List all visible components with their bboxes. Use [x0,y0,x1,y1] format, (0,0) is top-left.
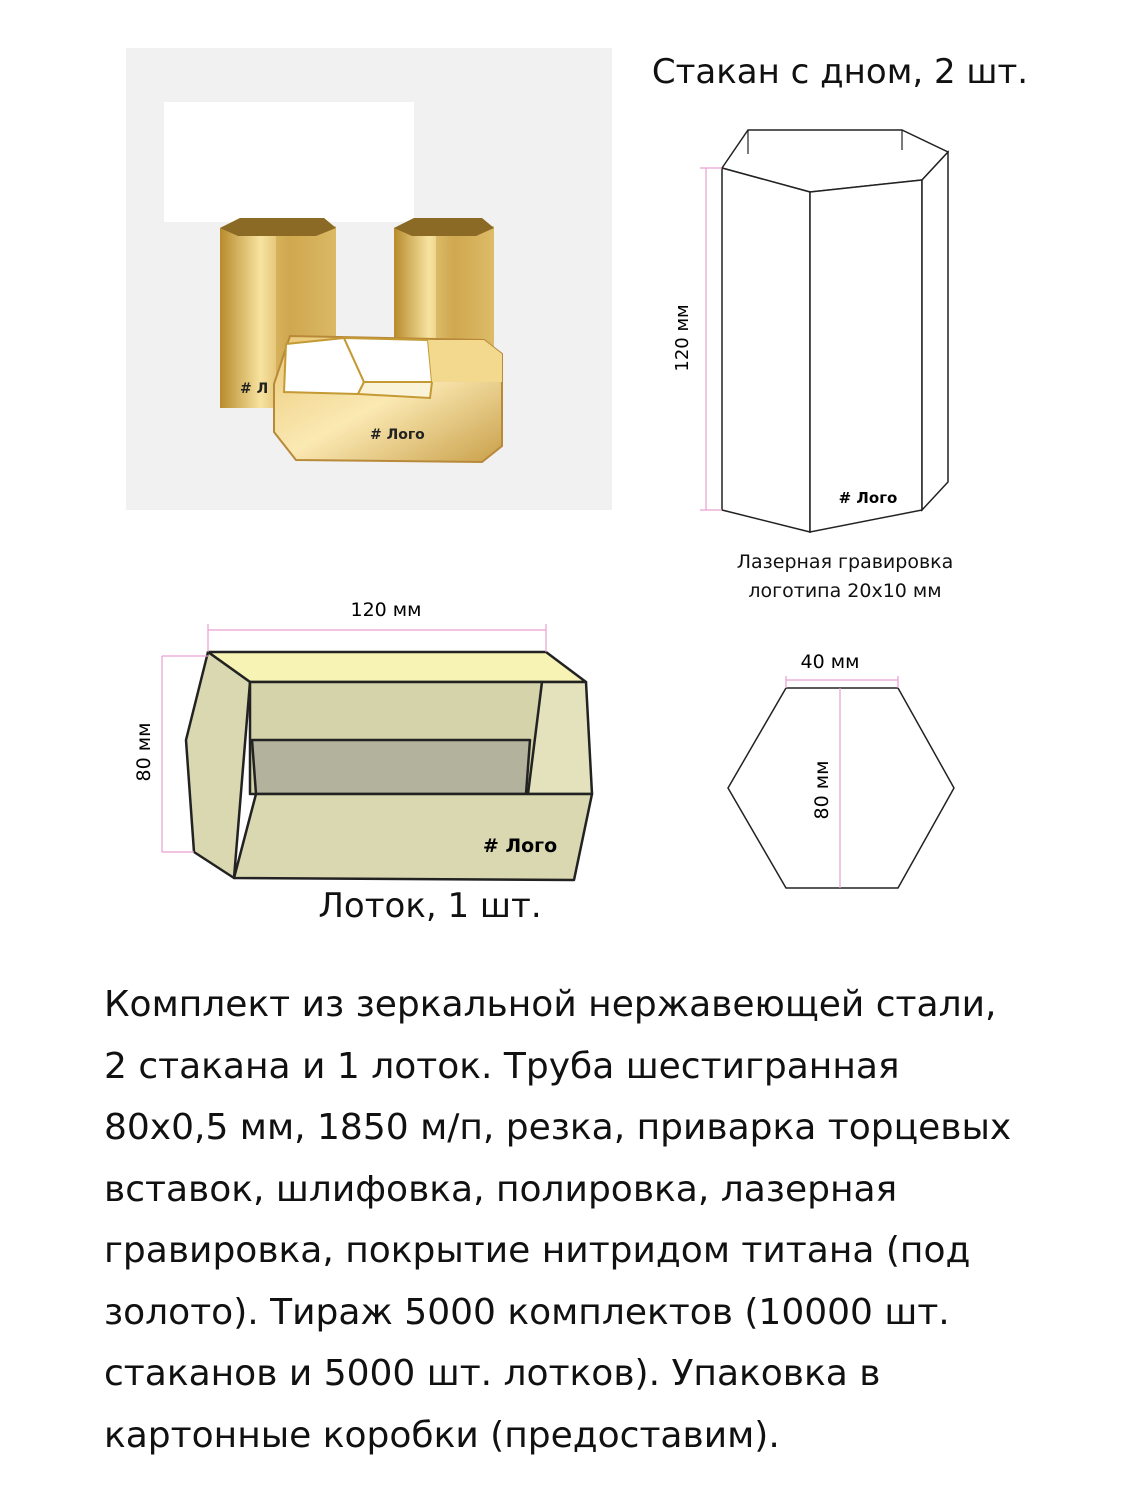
hexagon-outline [728,688,954,888]
photo-tray [274,336,502,462]
tray-logo-label: # Лого [482,835,558,857]
hexagon-side-dimension [786,676,898,688]
tray-height-label: 80 мм [133,722,155,782]
product-description [104,974,1104,1466]
description-line: картонные коробки (предоставим). [104,1414,780,1456]
tray-title: Лоток, 1 шт. [318,886,542,926]
product-photo [126,48,612,510]
product-photo-graphic [126,48,612,510]
description-line: гравировка, покрытие нитридом титана (под [104,1230,971,1271]
cup-height-dimension [700,168,722,510]
photo-highlight [164,102,414,222]
hexagon-cross-section [700,640,1000,900]
cup-right-face [922,152,948,510]
description-line: вставок, шлифовка, полировка, лазерная [104,1168,898,1210]
cup-height-label: 120 мм [672,304,693,372]
tray-inner-floor [252,740,530,794]
cup-drawing [660,120,980,540]
cup-logo-label: # Лого [838,489,898,507]
description-line: золото). Тираж 5000 комплектов (10000 шт. [104,1291,950,1333]
tray-length-label: 120 мм [350,599,422,621]
engraving-note-line-1: Лазерная гравировка [736,551,954,573]
description-line: 80х0,5 мм, 1850 м/п, резка, приварка торцевых [104,1107,1012,1148]
photo-logo-label-left: # Л [240,381,269,397]
cup-title: Стакан с дном, 2 шт. [651,52,1029,92]
tray-top-face [208,652,586,682]
tray-drawing [130,590,610,890]
hexagon-side-label: 40 мм [800,651,860,673]
description-line: Комплект из зеркальной нержавеющей стали, [104,984,997,1025]
description-line: 2 стакана и 1 лоток. Труба шестигранная [104,1045,900,1087]
engraving-note-line-2: логотипа 20х10 мм [748,580,942,602]
cup-left-face [722,168,810,532]
photo-right-cup [394,218,494,348]
cup-front-face [810,180,922,532]
engraving-note [700,548,990,606]
tray-length-dimension [208,624,546,652]
photo-logo-label-tray: # Лого [370,427,425,443]
hexagon-height-label: 80 мм [811,760,833,820]
tray-left-end [186,652,250,878]
description-line: стаканов и 5000 шт. лотков). Упаковка в [104,1353,881,1394]
